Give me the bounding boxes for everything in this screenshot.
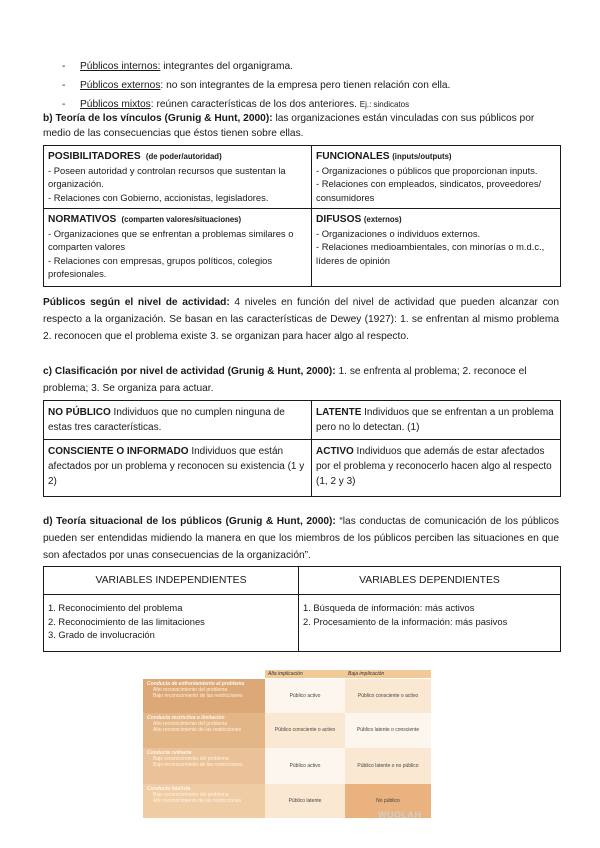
section-c-text: 1. se enfrenta al problema; 2. reconoce el problema; 3. Se organiza para actuar.	[43, 366, 527, 394]
list-item: 1. Búsqueda de información: más activos	[303, 602, 475, 613]
nivel-actividad-paragraph	[43, 294, 559, 345]
table-row	[143, 748, 431, 784]
term: Públicos internos:	[80, 61, 161, 72]
cell-title: DIFUSOS	[316, 214, 362, 225]
vinculo-cell	[312, 209, 561, 287]
section-d-heading: d) Teoría situacional de los públicos (Grunig & Hunt, 2000):	[43, 516, 336, 527]
cell-subtitle: (comparten valores/situaciones)	[121, 215, 242, 224]
cell-line: - Relaciones con empleados, sindicatos, proveedores/ consumidores	[316, 178, 542, 203]
list-item: Bajo reconocimiento del problema	[153, 756, 229, 762]
cell-text: Individuos que están afectados por un problema y reconocen su existencia (1 y 2)	[48, 446, 305, 487]
list-item: Bajo reconocimiento del problema	[153, 792, 229, 798]
list-item: - Públicos externos: no son integrantes de la empresa pero tienen relación con ella.	[62, 80, 451, 91]
table-cell: Público activo	[265, 748, 345, 784]
image-table-header	[143, 670, 431, 678]
cell-line: - Relaciones con empresas, grupos políticos, colegios profesionales.	[48, 254, 273, 279]
list-item: Alto reconocimiento de las restricciones	[153, 798, 242, 804]
list-item: Alto reconocimiento de las restricciones	[153, 727, 242, 733]
vinculo-cell	[312, 146, 561, 209]
nivel-actividad-text: 4 niveles en función del nivel de actividad que pueden alcanzar con respecto a la organización. Se basan en las características de Dewey (1927): 1. se enfrentan al mismo problema 2. reconocen que el problema existe 3. se organizan para hacer algo al respecto.	[43, 297, 559, 342]
section-b-text: las organizaciones están vinculadas con sus públicos por medio de las consecuencias que éstos tienen sobre ellas.	[43, 113, 535, 139]
table-cell: Público consciente o activo	[345, 679, 431, 713]
list-item: Alto reconocimiento del problema	[153, 687, 228, 693]
section-c-heading: c) Clasificación por nivel de actividad (Grunig & Hunt, 2000):	[43, 366, 336, 377]
cell-line: - Organizaciones que se enfrentan a problemas similares o comparten valores	[48, 227, 294, 252]
table-cell: Público latente o no público	[345, 748, 431, 784]
independientes-cell	[44, 595, 299, 652]
clasificacion-cell	[312, 401, 561, 440]
row-title: Conducta fatalista	[147, 786, 191, 792]
variables-table	[43, 566, 561, 652]
cell-line: - Relaciones medioambientales, con minorías o m.d.c., líderes de opinión	[316, 241, 545, 266]
implicacion-image-table	[143, 670, 431, 818]
list-item: 2. Reconocimiento de las limitaciones	[48, 615, 205, 627]
clasificacion-cell	[44, 401, 312, 440]
definition: integrantes del organigrama.	[160, 61, 293, 72]
list-item: Bajo reconocimiento de las restricciones	[153, 693, 243, 699]
section-b-heading: b) Teoría de los vínculos (Grunig & Hunt, 2000):	[43, 113, 273, 124]
definition: : reúnen características de los dos anteriores.	[150, 99, 360, 110]
cell-title: POSIBILITADORES	[48, 151, 141, 162]
clasificacion-cell	[44, 440, 312, 497]
dependientes-header: VARIABLES DEPENDIENTES	[299, 567, 561, 595]
cell-line: - Organizaciones o individuos externos.	[316, 227, 481, 239]
vinculo-cell	[44, 209, 312, 287]
cell-line: - Relaciones con Gobierno, accionistas, legisladores.	[48, 191, 269, 203]
list-item: Bajo reconocimiento de las restricciones	[153, 762, 243, 768]
cell-line: - Organizaciones o públicos que proporcionan inputs.	[316, 164, 538, 176]
cell-title: NO PÚBLICO	[48, 407, 111, 418]
list-item: 2. Procesamiento de la información: más pasivos	[303, 615, 508, 627]
watermark-logo: WUOLAH	[378, 810, 422, 820]
dependientes-cell	[299, 595, 561, 652]
cell-line: - Poseen autoridad y controlan recursos que sustentan la organización.	[48, 164, 286, 189]
col-header: Alta implicación	[265, 670, 345, 678]
cell-title: CONSCIENTE O INFORMADO	[48, 446, 189, 457]
cell-subtitle: (inputs/outputs)	[392, 152, 452, 161]
cell-text: Individuos que además de estar afectados por el problema y reconocerlo hacen algo al respecto (1, 2 y 3)	[316, 446, 552, 487]
row-label	[143, 679, 265, 713]
table-cell: Público consciente o activo	[265, 713, 345, 748]
section-d-paragraph	[43, 513, 559, 564]
list-item: 1. Reconocimiento del problema	[48, 602, 183, 613]
cell-title: LATENTE	[316, 407, 362, 418]
vinculos-table	[43, 145, 561, 287]
clasificacion-table	[43, 400, 561, 497]
row-label	[143, 784, 265, 818]
independientes-header: VARIABLES INDEPENDIENTES	[44, 567, 299, 595]
col-header: Baja implicación	[345, 670, 431, 678]
cell-text: Individuos que se enfrentan a un problema pero no lo detectan. (1)	[316, 407, 554, 433]
publicos-list	[62, 57, 450, 114]
list-item: 3. Grado de involucración	[48, 629, 155, 640]
section-b-paragraph	[43, 111, 559, 141]
list-item: - Públicos internos: integrantes del organigrama.	[62, 61, 293, 72]
table-row	[143, 713, 431, 748]
cell-title: NORMATIVOS	[48, 214, 117, 225]
section-d-text: “las conductas de comunicación de los públicos pueden ser entendidas midiendo la manera en que los miembros de los públicos perciben las situaciones en que son afectados por unas consecuencias de la organización”.	[43, 516, 559, 561]
clasificacion-cell	[312, 440, 561, 497]
table-cell: No público	[345, 784, 431, 818]
table-cell: Público latente	[265, 784, 345, 818]
term: Públicos externos	[80, 80, 161, 91]
cell-title: FUNCIONALES	[316, 151, 390, 162]
row-label	[143, 713, 265, 748]
nivel-actividad-heading: Públicos según el nivel de actividad:	[43, 297, 230, 308]
cell-title: ACTIVO	[316, 446, 354, 457]
definition: : no son integrantes de la empresa pero tienen relación con ella.	[160, 80, 451, 91]
table-row	[143, 679, 431, 713]
example-note: Ej.: sindicatos	[359, 100, 410, 109]
table-cell: Público latente o consciente	[345, 713, 431, 748]
row-title: Conducta rutinaria	[147, 750, 192, 756]
section-c-paragraph	[43, 363, 559, 397]
list-item: - Públicos mixtos: reúnen características de los dos anteriores. Ej.: sindicatos	[62, 99, 410, 110]
row-label	[143, 748, 265, 784]
cell-subtitle: (externos)	[363, 215, 402, 224]
list-item: Alto reconocimiento del problema	[153, 721, 228, 727]
term: Públicos mixtos	[80, 99, 151, 110]
cell-subtitle: (de poder/autoridad)	[145, 152, 222, 161]
vinculo-cell	[44, 146, 312, 209]
row-title: Conducta restrictiva o limitación	[147, 715, 225, 721]
table-cell: Público activo	[265, 679, 345, 713]
row-title: Conducta de enfrentamiento al problema	[147, 681, 245, 687]
cell-text: Individuos que no cumplen ninguna de estas tres características.	[48, 407, 285, 433]
